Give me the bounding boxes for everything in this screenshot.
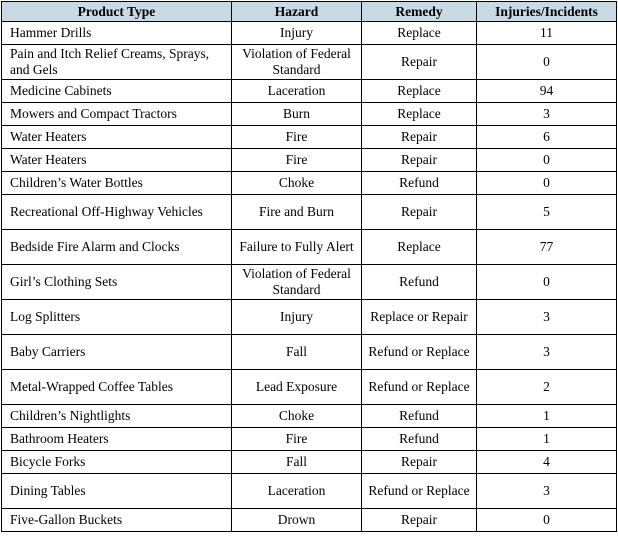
remedy-cell: Refund or Replace	[362, 474, 477, 509]
table-row	[2, 149, 617, 172]
incidents-cell: 0	[477, 45, 617, 80]
hazard-cell: Violation of Federal Standard	[232, 45, 362, 80]
remedy-cell: Refund	[362, 428, 477, 451]
incidents-cell: 0	[477, 172, 617, 195]
remedy-cell: Repair	[362, 451, 477, 474]
product-cell: Dining Tables	[2, 474, 232, 509]
incidents-cell: 3	[477, 474, 617, 509]
incidents-cell: 2	[477, 370, 617, 405]
remedy-cell: Replace	[362, 22, 477, 45]
incidents-cell: 3	[477, 335, 617, 370]
product-cell: Metal-Wrapped Coffee Tables	[2, 370, 232, 405]
table-row	[2, 474, 617, 509]
recalls-table	[1, 1, 617, 532]
product-cell: Log Splitters	[2, 300, 232, 335]
hazard-cell: Fall	[232, 335, 362, 370]
table-row	[2, 172, 617, 195]
table-row	[2, 451, 617, 474]
hazard-cell: Fire	[232, 428, 362, 451]
incidents-cell: 5	[477, 195, 617, 230]
product-cell: Medicine Cabinets	[2, 80, 232, 103]
hazard-cell: Fire and Burn	[232, 195, 362, 230]
hazard-cell: Burn	[232, 103, 362, 126]
product-cell: Children’s Nightlights	[2, 405, 232, 428]
remedy-cell: Refund or Replace	[362, 335, 477, 370]
remedy-cell: Refund	[362, 265, 477, 300]
hazard-cell: Choke	[232, 405, 362, 428]
hazard-cell: Fire	[232, 149, 362, 172]
remedy-cell: Repair	[362, 45, 477, 80]
table-row	[2, 103, 617, 126]
table-row	[2, 335, 617, 370]
incidents-cell: 1	[477, 405, 617, 428]
incidents-cell: 11	[477, 22, 617, 45]
table-row	[2, 300, 617, 335]
product-cell: Children’s Water Bottles	[2, 172, 232, 195]
hazard-cell: Violation of Federal Standard	[232, 265, 362, 300]
product-cell: Bicycle Forks	[2, 451, 232, 474]
remedy-cell: Repair	[362, 195, 477, 230]
hazard-cell: Choke	[232, 172, 362, 195]
incidents-cell: 0	[477, 265, 617, 300]
incidents-cell: 6	[477, 126, 617, 149]
remedy-cell: Refund	[362, 405, 477, 428]
header-hazard: Hazard	[232, 2, 362, 22]
header-row	[2, 2, 617, 22]
remedy-cell: Repair	[362, 126, 477, 149]
product-cell: Mowers and Compact Tractors	[2, 103, 232, 126]
product-cell: Bathroom Heaters	[2, 428, 232, 451]
product-cell: Girl’s Clothing Sets	[2, 265, 232, 300]
header-injuries-incidents: Injuries/Incidents	[477, 2, 617, 22]
hazard-cell: Injury	[232, 22, 362, 45]
hazard-cell: Drown	[232, 509, 362, 532]
header-remedy: Remedy	[362, 2, 477, 22]
product-cell: Five-Gallon Buckets	[2, 509, 232, 532]
hazard-cell: Laceration	[232, 474, 362, 509]
incidents-cell: 94	[477, 80, 617, 103]
incidents-cell: 1	[477, 428, 617, 451]
table-row	[2, 509, 617, 532]
remedy-cell: Replace or Repair	[362, 300, 477, 335]
incidents-cell: 3	[477, 103, 617, 126]
table-row	[2, 405, 617, 428]
remedy-cell: Refund or Replace	[362, 370, 477, 405]
remedy-cell: Replace	[362, 80, 477, 103]
header-product-type: Product Type	[2, 2, 232, 22]
table-row	[2, 370, 617, 405]
table-row	[2, 126, 617, 149]
table-row	[2, 80, 617, 103]
table-row	[2, 265, 617, 300]
incidents-cell: 77	[477, 230, 617, 265]
table-row	[2, 428, 617, 451]
product-cell: Water Heaters	[2, 126, 232, 149]
product-cell: Recreational Off-Highway Vehicles	[2, 195, 232, 230]
incidents-cell: 3	[477, 300, 617, 335]
remedy-cell: Replace	[362, 103, 477, 126]
incidents-cell: 0	[477, 149, 617, 172]
hazard-cell: Injury	[232, 300, 362, 335]
product-cell: Baby Carriers	[2, 335, 232, 370]
remedy-cell: Replace	[362, 230, 477, 265]
hazard-cell: Laceration	[232, 80, 362, 103]
table-row	[2, 230, 617, 265]
remedy-cell: Repair	[362, 509, 477, 532]
hazard-cell: Lead Exposure	[232, 370, 362, 405]
table-row	[2, 22, 617, 45]
incidents-cell: 4	[477, 451, 617, 474]
product-cell: Hammer Drills	[2, 22, 232, 45]
product-cell: Pain and Itch Relief Creams, Sprays, and Gels	[2, 45, 232, 80]
remedy-cell: Repair	[362, 149, 477, 172]
product-cell: Water Heaters	[2, 149, 232, 172]
hazard-cell: Failure to Fully Alert	[232, 230, 362, 265]
product-cell: Bedside Fire Alarm and Clocks	[2, 230, 232, 265]
incidents-cell: 0	[477, 509, 617, 532]
remedy-cell: Refund	[362, 172, 477, 195]
table-row	[2, 195, 617, 230]
hazard-cell: Fire	[232, 126, 362, 149]
table-row	[2, 45, 617, 80]
hazard-cell: Fall	[232, 451, 362, 474]
